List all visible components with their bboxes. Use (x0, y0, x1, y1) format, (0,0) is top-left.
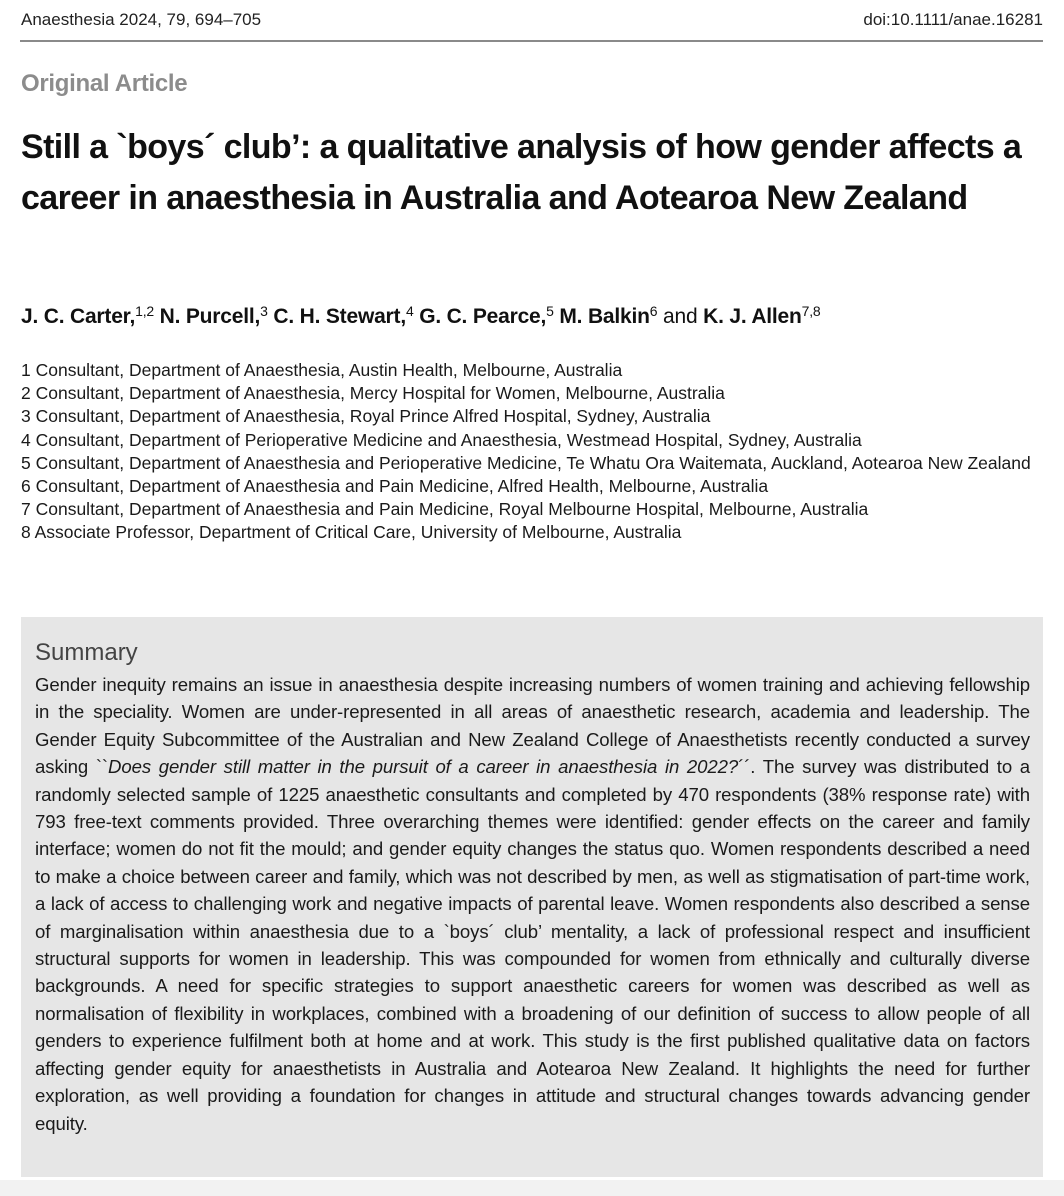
affiliation-item: 6 Consultant, Department of Anaesthesia and Pain Medicine, Alfred Health, Melbourne, Australia (21, 476, 769, 497)
author-name: N. Purcell, (159, 305, 261, 328)
summary-heading: Summary (35, 639, 138, 666)
author-affiliation-marker: 7,8 (801, 303, 821, 319)
header-divider (20, 40, 1043, 42)
affiliation-item: 5 Consultant, Department of Anaesthesia and Perioperative Medicine, Te Whatu Ora Waitemata, Auckland, Aotearoa New Zealand (21, 452, 1031, 473)
author-affiliation-marker: 4 (405, 303, 414, 319)
journal-citation: Anaesthesia 2024, 79, 694–705 (21, 10, 262, 29)
author-affiliation-marker: 1,2 (135, 303, 154, 319)
affiliation-list (21, 359, 1031, 545)
summary-box (21, 617, 1043, 1177)
doi[interactable]: doi:10.1111/anae.16281 (863, 10, 1043, 29)
affiliation-item: 7 Consultant, Department of Anaesthesia and Pain Medicine, Royal Melbourne Hospital, Melbourne, Australia (21, 499, 869, 520)
author-affiliation-marker: 5 (546, 303, 554, 319)
summary-text (35, 671, 1030, 1137)
author-affiliation-marker: 6 (649, 303, 658, 319)
affiliation-item: 4 Consultant, Department of Perioperative Medicine and Anaesthesia, Westmead Hospital, Sydney, Australia (21, 429, 862, 450)
article-type-label: Original Article (21, 70, 188, 97)
affiliation-item: 3 Consultant, Department of Anaesthesia, Royal Prince Alfred Hospital, Sydney, Australia (21, 406, 711, 427)
author-name: M. Balkin (559, 305, 650, 328)
author-name: K. J. Allen (703, 305, 802, 328)
author-affiliation-marker: 3 (260, 303, 268, 319)
summary-text-part: ´´. The survey was distributed to a randomly selected sample of 1225 anaesthetic consultants and completed by 470 respondents (38% response rate) with 793 free-text comments provided. Three overarching themes were identified: gender effects on the career and family interface; women do not fit the mould; and gender equity changes the status quo. Women respondents described a need to make a choice between career and family, which was not described by men, as well as stigmatisation of part-time work, a lack of access to challenging work and negative impacts of parental leave. Women respondents also described a sense of marginalisation within anaesthesia due to a `boys´ club’ mentality, a lack of professional respect and insufficient structural supports for women in leadership. This was compounded for women from ethnically and culturally diverse backgrounds. A need for specific strategies to support anaesthetic careers for women was described as well as normalisation of flexibility in workplaces, combined with a broadening of our definition of success to allow people of all genders to experience fulfilment both at home and at work. This study is the first published qualitative data on factors affecting gender equity for anaesthetists in Australia and Aotearoa New Zealand. It highlights the need for further exploration, as well providing a foundation for changes in attitude and structural changes towards advancing gender equity. (35, 756, 1030, 1134)
page-bottom-edge (0, 1180, 1064, 1196)
author-name: C. H. Stewart, (273, 305, 406, 328)
affiliation-item: 2 Consultant, Department of Anaesthesia, Mercy Hospital for Women, Melbourne, Australia (21, 383, 725, 404)
summary-text-part: Gender inequity remains an issue in anaesthesia despite increasing numbers of women training and achieving fellowship in the speciality. Women are under-represented in all areas of anaesthetic research, academia and leadership. The Gender Equity Subcommittee of the Australian and New Zealand College of Anaesthetists recently conducted a survey asking `` (35, 674, 1030, 778)
author-list (21, 305, 821, 329)
running-head (21, 10, 1043, 40)
affiliation-item: 1 Consultant, Department of Anaesthesia, Austin Health, Melbourne, Australia (21, 360, 623, 380)
survey-question: Does gender still matter in the pursuit of a career in anaesthesia in 2022? (108, 756, 739, 778)
article-title: Still a `boys´ club’: a qualitative analysis of how gender affects a career in anaesthesia in Australia and Aotearoa New Zealand (21, 128, 1022, 217)
affiliation-item: 8 Associate Professor, Department of Critical Care, University of Melbourne, Australia (21, 522, 682, 543)
author-conjunction: and (663, 305, 698, 328)
author-name: J. C. Carter, (21, 305, 136, 328)
author-name: G. C. Pearce, (419, 305, 547, 328)
